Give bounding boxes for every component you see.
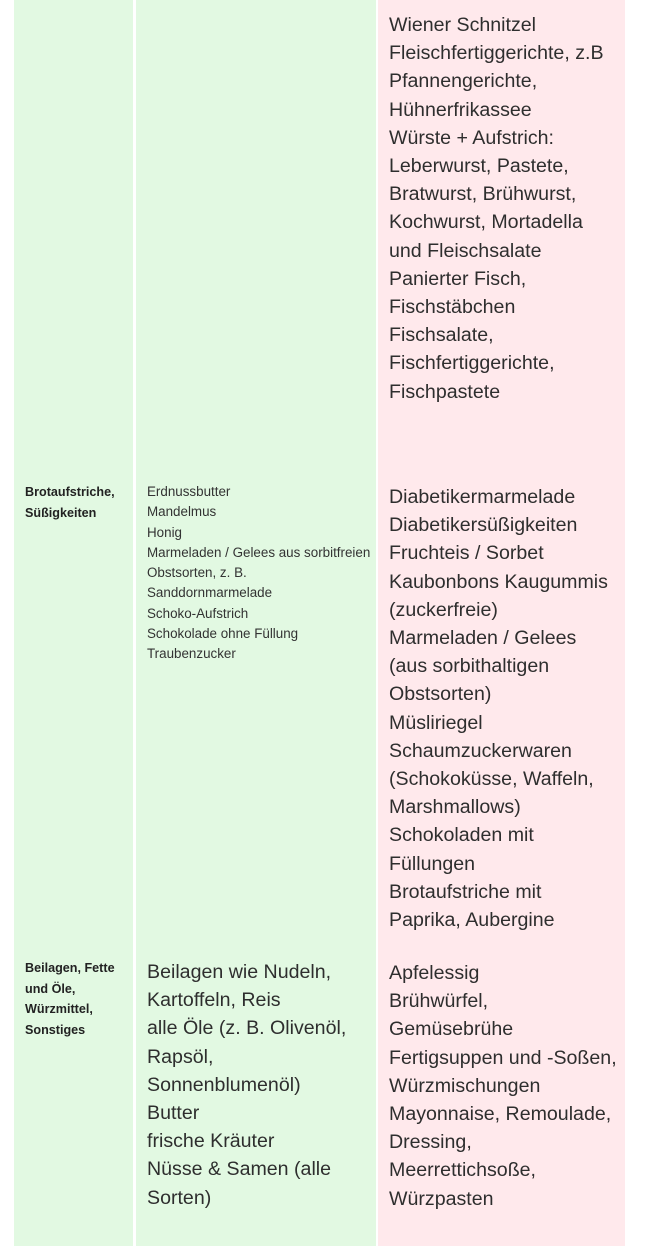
- list-item: Beilagen wie Nudeln,: [147, 961, 332, 983]
- list-item: Paprika, Aubergine: [389, 909, 555, 932]
- list-item: und Fleischsalate: [389, 239, 542, 262]
- list-item: Fischpastete: [389, 380, 501, 403]
- list-item: Nüsse & Samen (alle: [147, 1158, 332, 1181]
- allowed-cell: [136, 946, 376, 1246]
- table-row: [14, 0, 625, 470]
- list-item: Apfelessig: [389, 962, 480, 984]
- list-item: Traubenzucker: [147, 646, 236, 662]
- avoid-cell: [378, 0, 625, 470]
- avoid-cell: [378, 946, 625, 1246]
- list-item: Obstsorten, z. B.: [147, 565, 247, 581]
- list-item: Müsliriegel: [389, 711, 483, 734]
- list-item: Marmeladen / Gelees: [389, 627, 577, 650]
- list-item: Brotaufstriche mit: [389, 880, 542, 903]
- list-item: (zuckerfreie): [389, 598, 498, 621]
- list-item: Dressing,: [389, 1131, 472, 1154]
- list-item: Obstsorten): [389, 683, 492, 706]
- avoid-list: [378, 0, 625, 406]
- list-item: Honig: [147, 524, 182, 540]
- list-item: Kaubonbons Kaugummis: [389, 570, 608, 593]
- list-item: Diabetikermarmelade: [389, 486, 576, 508]
- list-item: frische Kräuter: [147, 1130, 275, 1153]
- list-item: Fleischfertiggerichte, z.B: [389, 42, 604, 65]
- list-item: Sorten): [147, 1186, 212, 1209]
- category-cell: [14, 470, 133, 946]
- allowed-cell: [136, 0, 376, 470]
- list-item: Wiener Schnitzel: [389, 14, 537, 36]
- list-item: Würzpasten: [389, 1187, 494, 1210]
- list-item: Schokolade ohne Füllung: [147, 626, 299, 642]
- allowed-cell: [136, 470, 376, 946]
- list-item: Gemüsebrühe: [389, 1018, 514, 1041]
- list-item: alle Öle (z. B. Olivenöl,: [147, 1017, 347, 1040]
- avoid-list: [378, 946, 625, 1213]
- list-item: Panierter Fisch,: [389, 267, 527, 290]
- food-table: [14, 0, 625, 1228]
- list-item: Würste + Aufstrich:: [389, 126, 554, 149]
- category-label: Brotaufstriche, Süßigkeiten: [25, 485, 115, 520]
- list-item: Kochwurst, Mortadella: [389, 211, 583, 234]
- list-item: Schokoladen mit: [389, 824, 534, 847]
- list-item: Pfannengerichte,: [389, 70, 538, 93]
- list-item: Hühnerfrikassee: [389, 98, 532, 121]
- category-cell: [14, 0, 133, 470]
- list-item: Fertigsuppen und -Soßen,: [389, 1046, 617, 1069]
- list-item: Brühwürfel,: [389, 990, 489, 1013]
- list-item: Kartoffeln, Reis: [147, 989, 281, 1012]
- category-cell: [14, 946, 133, 1246]
- list-item: Marshmallows): [389, 796, 521, 819]
- list-item: Schaumzuckerwaren: [389, 739, 572, 762]
- list-item: Schoko-Aufstrich: [147, 605, 249, 621]
- list-item: Erdnussbutter: [147, 484, 231, 499]
- table-row: [14, 946, 625, 1246]
- list-item: Fischsalate,: [389, 324, 494, 347]
- list-item: Fischfertiggerichte,: [389, 352, 555, 375]
- list-item: Würzmischungen: [389, 1074, 541, 1097]
- list-item: Mayonnaise, Remoulade,: [389, 1103, 612, 1126]
- list-item: Rapsöl,: [147, 1045, 214, 1068]
- list-item: (Schokoküsse, Waffeln,: [389, 768, 594, 791]
- list-item: Meerrettichsoße,: [389, 1159, 537, 1182]
- avoid-list: [378, 470, 625, 934]
- list-item: (aus sorbithaltigen: [389, 655, 550, 678]
- list-item: Diabetikersüßigkeiten: [389, 514, 578, 537]
- list-item: Leberwurst, Pastete,: [389, 155, 569, 178]
- avoid-cell: [378, 470, 625, 946]
- allowed-list: [136, 946, 376, 1212]
- list-item: Fruchteis / Sorbet: [389, 542, 544, 565]
- table-row: [14, 470, 625, 946]
- list-item: Sonnenblumenöl): [147, 1073, 301, 1096]
- allowed-list: [136, 470, 376, 665]
- list-item: Mandelmus: [147, 504, 217, 520]
- list-item: Füllungen: [389, 852, 476, 875]
- list-item: Sanddornmarmelade: [147, 585, 273, 601]
- list-item: Butter: [147, 1102, 200, 1125]
- list-item: Fischstäbchen: [389, 296, 516, 319]
- list-item: Marmeladen / Gelees aus sorbitfreien: [147, 544, 371, 560]
- category-label: Beilagen, Fette und Öle, Würzmittel, Sonstiges: [25, 961, 115, 1037]
- list-item: Bratwurst, Brühwurst,: [389, 183, 577, 206]
